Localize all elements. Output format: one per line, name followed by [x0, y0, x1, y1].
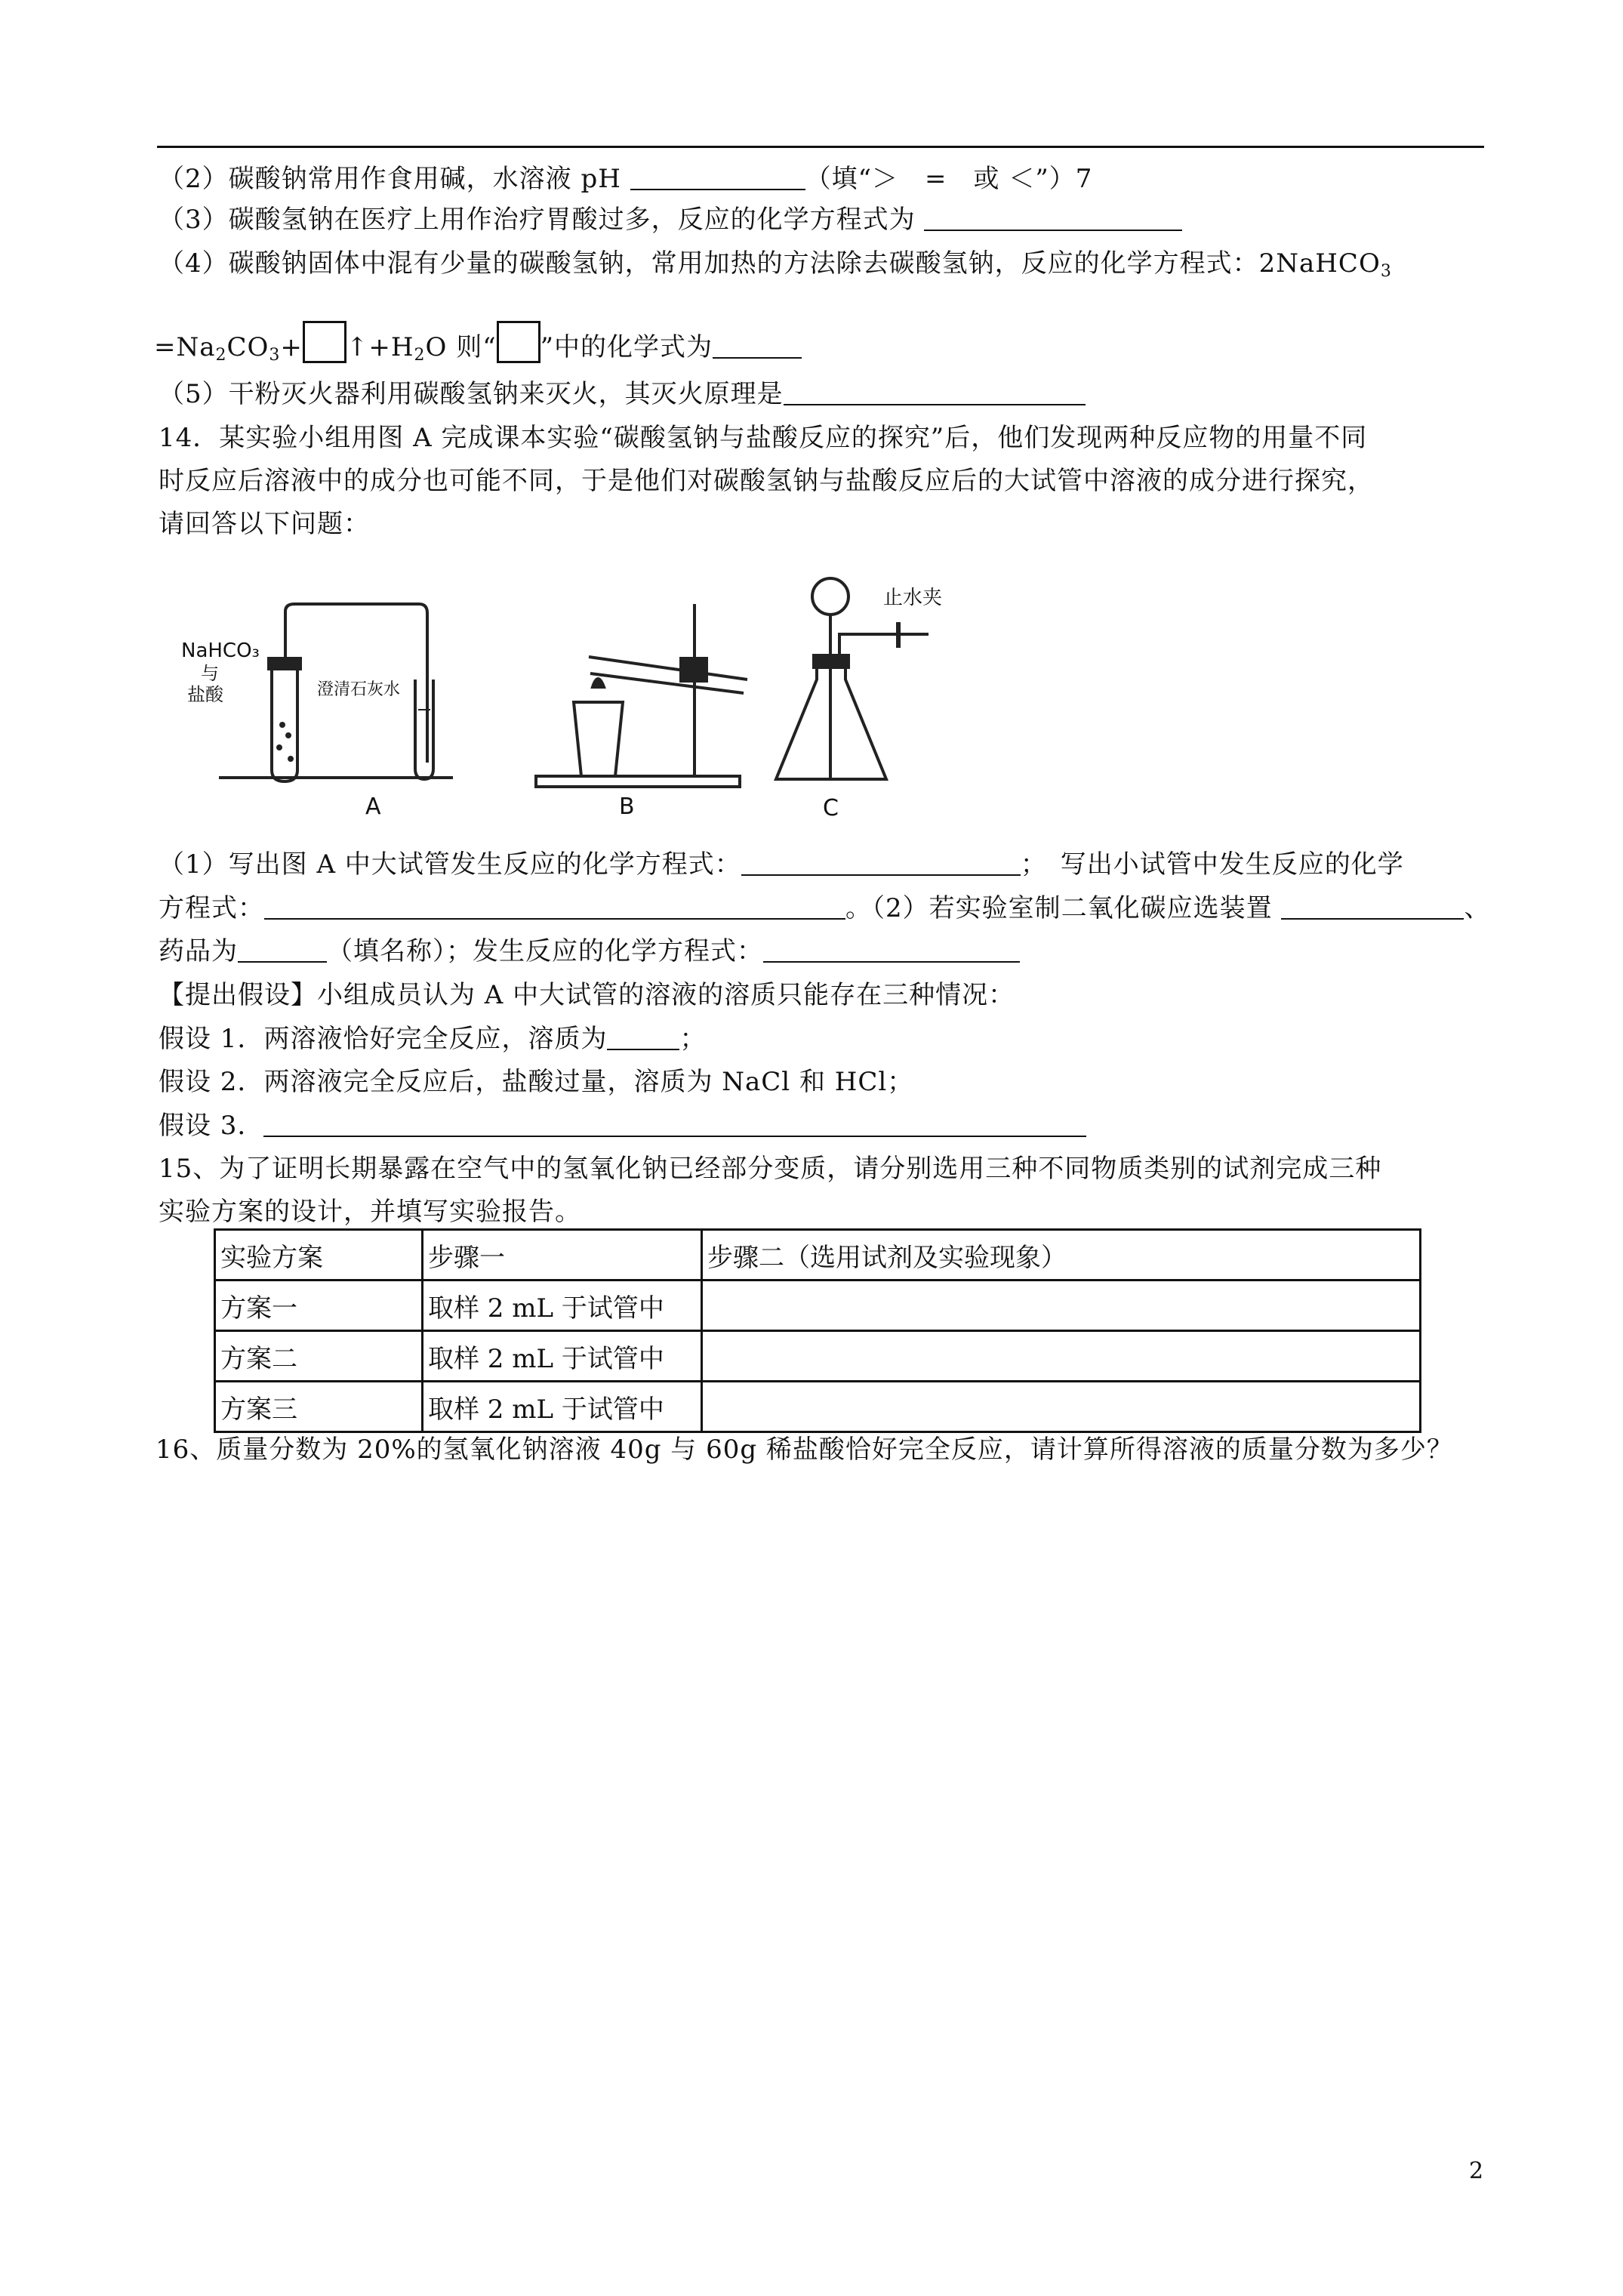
table-cell-plan: 方案一 — [215, 1281, 423, 1331]
page-number: 2 — [1469, 2158, 1484, 2184]
hypothesis-3 — [159, 1111, 1593, 1141]
hypothesis-3-text: 假设 3． — [159, 1111, 264, 1141]
side-tube — [839, 634, 929, 658]
eq-sub-h2: 2 — [414, 346, 426, 365]
q13-part2-blank[interactable] — [630, 166, 805, 190]
q14-intro-line2: 时反应后溶液中的成分也可能不同，于是他们对碳酸氢钠与盐酸反应后的大试管中溶液的成分进行探究， — [159, 466, 1374, 496]
q14-small-tube-equation-blank[interactable] — [264, 895, 845, 920]
eq-sub-2: 2 — [215, 346, 227, 365]
q14-large-tube-equation-blank[interactable] — [741, 852, 1021, 876]
eq-arrow-h: ↑+H — [346, 332, 414, 362]
table-header-cell: 实验方案 — [215, 1230, 423, 1281]
eq-text-co: CO — [226, 332, 269, 362]
q13-part3 — [159, 205, 1593, 235]
eq-text-o: O 则“ — [425, 332, 497, 362]
q16-text: 16、质量分数为 20%的氢氧化钠溶液 40g 与 60g 稀盐酸恰好完全反应，请计算所得溶液的质量分数为多少？ — [156, 1435, 1453, 1465]
alcohol-lamp — [574, 702, 623, 776]
table-cell-step1: 取样 2 mL 于试管中 — [423, 1281, 702, 1331]
q13-part2-text-b: （填“＞ = 或 ＜”）7 — [805, 164, 1093, 194]
hypothesis-1-end: ； — [679, 1024, 707, 1054]
caption-a: A — [365, 794, 381, 820]
q14-intro-line1: 14．某实验小组用图 A 完成课本实验“碳酸氢钠与盐酸反应的探究”后，他们发现两种反应物的用量不同 — [159, 423, 1368, 453]
experiment-report-table — [214, 1228, 1421, 1433]
apparatus-figure — [181, 574, 1004, 831]
hypothesis-2: 假设 2．两溶液完全反应后，盐酸过量，溶质为 NaCl 和 HCl； — [159, 1067, 914, 1097]
funnel-bulb — [812, 578, 848, 615]
q15-line1: 15、为了证明长期暴露在空气中的氢氧化钠已经部分变质，请分别选用三种不同物质类别的试剂完成三种 — [159, 1154, 1382, 1184]
header-rule — [157, 146, 1484, 148]
table-cell-step2-answer[interactable] — [702, 1281, 1421, 1331]
label-limewater: 澄清石灰水 — [317, 680, 401, 699]
figure-b — [536, 604, 747, 787]
q13-part2 — [159, 164, 1593, 194]
stopper-c — [814, 655, 848, 667]
hypothesis-1-blank[interactable] — [607, 1026, 679, 1050]
flame — [593, 679, 604, 687]
hypothesis-1 — [159, 1024, 1593, 1054]
table-header-cell: 步骤二（选用试剂及实验现象） — [702, 1230, 1421, 1281]
q14-sub2-text-a: 药品为 — [159, 936, 238, 966]
label-yu: 与 — [201, 663, 219, 684]
q13-part5-blank[interactable] — [784, 381, 1086, 405]
q14-intro-line3: 请回答以下问题： — [159, 509, 370, 539]
table-row — [215, 1382, 1421, 1432]
q13-part5-text: （5）干粉灭火器利用碳酸氢钠来灭火，其灭火原理是 — [159, 379, 784, 409]
q13-part5 — [159, 379, 1593, 409]
q13-part4 — [159, 248, 1593, 279]
q13-part4-text: （4）碳酸钠固体中混有少量的碳酸氢钠，常用加热的方法除去碳酸氢钠，反应的化学方程式：2NaHCO — [159, 248, 1381, 279]
q15-line2: 实验方案的设计，并填写实验报告。 — [159, 1197, 581, 1227]
q14-sub1-line1 — [159, 849, 1593, 880]
q14-sub1-text-d: 。（2）若实验室制二氧化碳应选装置 — [845, 893, 1282, 923]
formula-answer-box-1[interactable] — [303, 321, 346, 363]
q14-reagent-blank[interactable] — [238, 938, 327, 963]
table-cell-plan: 方案二 — [215, 1331, 423, 1382]
q14-apparatus-blank[interactable] — [1281, 895, 1464, 920]
eq-text-na: =Na — [154, 332, 216, 362]
q14-sub1-text-e: 、 — [1464, 893, 1491, 923]
table-cell-step1: 取样 2 mL 于试管中 — [423, 1382, 702, 1432]
label-acid: 盐酸 — [187, 684, 223, 705]
caption-b: B — [619, 794, 635, 820]
q13-part2-text-a: （2）碳酸钠常用作食用碱，水溶液 pH — [159, 164, 630, 194]
table-cell-step1: 取样 2 mL 于试管中 — [423, 1331, 702, 1382]
label-nahco3: NaHCO₃ — [181, 639, 260, 662]
eq-plus: + — [280, 332, 303, 362]
q14-sub2-text-b: （填名称）；发生反应的化学方程式： — [327, 936, 763, 966]
q14-sub1-text-c: 方程式： — [159, 893, 264, 923]
q14-sub2-line — [159, 936, 1593, 966]
hypothesis-3-blank[interactable] — [263, 1113, 1086, 1137]
eq-sub-3: 3 — [269, 346, 281, 365]
clamp-b — [681, 658, 707, 681]
table-row — [215, 1281, 1421, 1331]
small-test-tube — [415, 680, 433, 779]
label-clamp: 止水夹 — [883, 587, 943, 609]
stand-base — [536, 776, 740, 787]
q13-part4-equation — [154, 321, 1588, 363]
q13-part4-sub: 3 — [1380, 262, 1392, 281]
caption-c: C — [823, 795, 839, 821]
hypothesis-intro: 【提出假设】小组成员认为 A 中大试管的溶液的溶质只能存在三种情况： — [159, 980, 1015, 1010]
table-header-row — [215, 1230, 1421, 1281]
table-row — [215, 1331, 1421, 1382]
q13-part3-text: （3）碳酸氢钠在医疗上用作治疗胃酸过多，反应的化学方程式为 — [159, 205, 925, 235]
formula-answer-box-2[interactable] — [497, 321, 540, 363]
q14-sub1-text-a: （1）写出图 A 中大试管发生反应的化学方程式： — [159, 849, 741, 880]
hypothesis-1-text: 假设 1．两溶液恰好完全反应，溶质为 — [159, 1024, 608, 1054]
q14-co2-equation-blank[interactable] — [763, 938, 1020, 963]
table-header-cell: 步骤一 — [423, 1230, 702, 1281]
q13-part4-blank[interactable] — [713, 334, 802, 359]
q14-sub1-line2 — [159, 893, 1593, 923]
table-cell-plan: 方案三 — [215, 1382, 423, 1432]
stopper-a — [269, 658, 300, 669]
table-cell-step2-answer[interactable] — [702, 1382, 1421, 1432]
q13-part3-blank[interactable] — [924, 207, 1182, 231]
eq-text-formula: ”中的化学式为 — [540, 332, 713, 362]
table-cell-step2-answer[interactable] — [702, 1331, 1421, 1382]
q14-sub1-text-b: ； 写出小试管中发生反应的化学 — [1020, 849, 1404, 880]
